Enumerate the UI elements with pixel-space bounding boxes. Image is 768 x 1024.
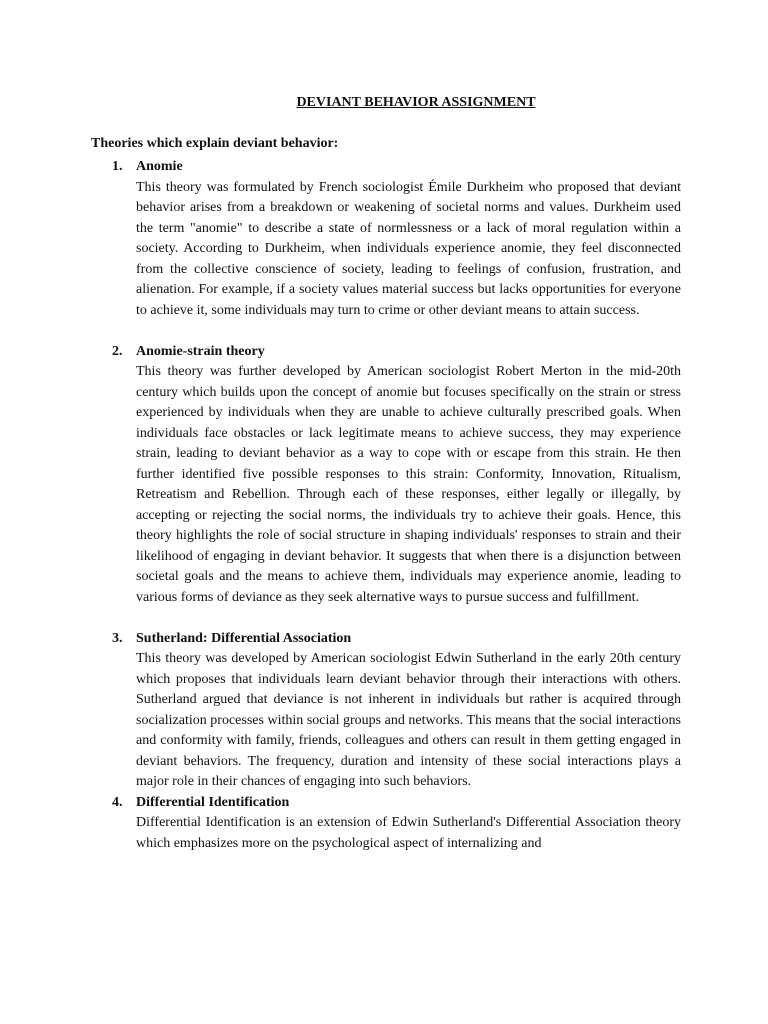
list-item-number: 1. bbox=[112, 159, 123, 174]
list-item-title: Anomie bbox=[136, 159, 183, 174]
list-item-anomie-strain bbox=[91, 342, 681, 629]
list-item-number: 4. bbox=[112, 794, 123, 810]
list-item-differential-association bbox=[91, 629, 681, 793]
list-item-title: Sutherland: Differential Association bbox=[136, 630, 352, 646]
list-item-body: Differential Identification is an extension of Edwin Sutherland's Differential Association theory which emphasizes more on the psychological aspect of internalizing and bbox=[136, 815, 681, 851]
list-item-number: 3. bbox=[112, 630, 123, 646]
list-item-title: Differential Identification bbox=[136, 794, 290, 810]
list-item-differential-identification bbox=[91, 793, 681, 855]
list-item-title: Anomie-strain theory bbox=[136, 343, 265, 359]
list-item-body: This theory was formulated by French sociologist Émile Durkheim who proposed that deviant behavior arises from a breakdown or weakening of societal norms and values. Durkheim used the term "anomie" to describe a state of normlessness or a lack of moral regulation within a society. According to Durkheim, when individuals experience anomie, they feel disconnected from the collective conscience of society, leading to feelings of confusion, frustration, and alienation. For example, if a society values material success but lacks opportunities for everyone to achieve it, some individuals may turn to crime or other deviant means to attain success. bbox=[136, 179, 681, 318]
list-item-body: This theory was developed by American sociologist Edwin Sutherland in the early 20th century which proposes that individuals learn deviant behavior through their interactions with others. Sutherland argued that deviance is not inherent in individuals but rather is acquired through socialization processes within social groups and networks. This means that the social interactions and conformity with family, friends, colleagues and others can result in them getting engaged in deviant behaviors. The frequency, duration and intensity of these social interactions plays a major role in their chances of engaging into such behaviors. bbox=[136, 651, 681, 789]
list-item-body: This theory was further developed by American sociologist Robert Merton in the mid-20th century which builds upon the concept of anomie but focuses specifically on the strain or stress experienced by individuals when they are unable to achieve culturally prescribed goals. When individuals face obstacles or lack legitimate means to achieve success, they may experience strain, leading to deviant behavior as a way to cope with or escape from this strain. He then further identified five possible responses to this strain: Conformity, Innovation, Ritualism, Retreatism and Rebellion. Through each of these responses, either legally or illegally, by accepting or rejecting the social norms, the individuals try to achieve their goals. Hence, this theory highlights the role of social structure in shaping individuals' responses to strain and their likelihood of engaging in deviant behavior. It suggests that when there is a disjunction between societal goals and the means to achieve them, individuals may experience anomie, leading to various forms of deviance as they seek alternative ways to pursue success and fulfillment. bbox=[136, 364, 681, 605]
theories-list bbox=[91, 157, 681, 854]
list-item-number: 2. bbox=[112, 343, 123, 359]
document-title: DEVIANT BEHAVIOR ASSIGNMENT bbox=[296, 95, 536, 110]
list-item-anomie bbox=[91, 157, 681, 342]
section-heading: Theories which explain deviant behavior: bbox=[91, 136, 339, 151]
